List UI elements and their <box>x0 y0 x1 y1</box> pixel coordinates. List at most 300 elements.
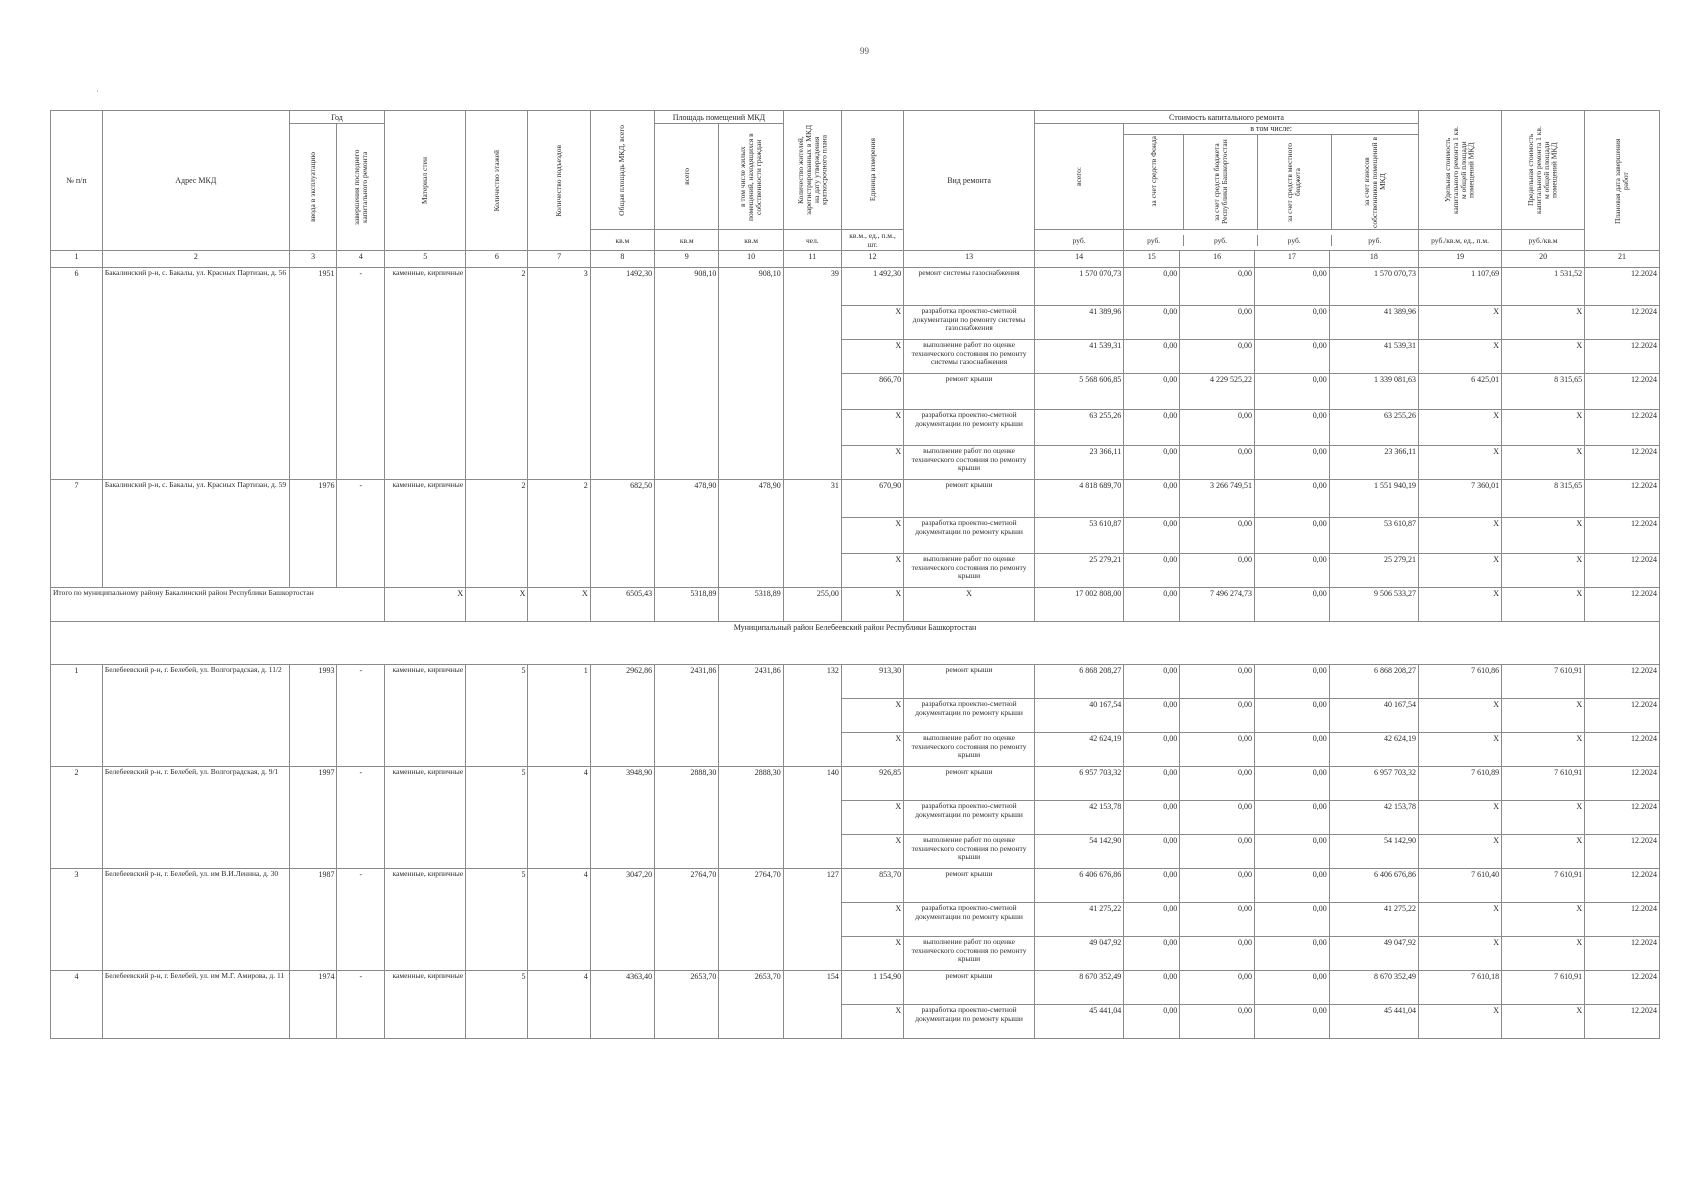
subtotal-floors: X <box>466 588 528 622</box>
table-header <box>51 111 1660 251</box>
row-area-living: 2431,86 <box>719 665 783 767</box>
row-deadline: 12.2024 <box>1585 903 1660 937</box>
table-row <box>51 665 1660 699</box>
row-cost-fund: 0,00 <box>1124 340 1180 374</box>
row-cost-rb: 0,00 <box>1180 903 1255 937</box>
row-deadline: 12.2024 <box>1585 374 1660 410</box>
col-num: 5 <box>385 251 466 268</box>
row-deadline: 12.2024 <box>1585 410 1660 446</box>
row-no: 4 <box>51 971 103 1039</box>
row-unit-cost: X <box>1419 733 1502 767</box>
row-cost-rb: 0,00 <box>1180 665 1255 699</box>
row-no: 3 <box>51 869 103 971</box>
row-unit: 866,70 <box>841 374 903 410</box>
row-deadline: 12.2024 <box>1585 937 1660 971</box>
subtotal-total-area: 6505,43 <box>590 588 654 622</box>
col-num: 14 <box>1034 251 1123 268</box>
row-residents: 127 <box>783 869 841 971</box>
row-entrances: 3 <box>528 268 590 480</box>
row-cost-total: 42 153,78 <box>1034 801 1123 835</box>
row-cost-total: 63 255,26 <box>1034 410 1123 446</box>
row-cost-local: 0,00 <box>1255 903 1330 937</box>
capital-repair-table <box>50 110 1660 1039</box>
row-cost-local: 0,00 <box>1255 518 1330 554</box>
hdr-premises-area: Площадь помещений МКД <box>655 111 784 124</box>
row-no: 7 <box>51 480 103 588</box>
row-cost-owners: 41 389,96 <box>1329 306 1418 340</box>
row-cost-local: 0,00 <box>1255 971 1330 1005</box>
row-cost-local: 0,00 <box>1255 446 1330 480</box>
hdr-premises-living: в том числе жилых помещений, находящихся в собственности граждан <box>719 124 783 230</box>
row-unit-cost: X <box>1419 1005 1502 1039</box>
row-cost-total: 40 167,54 <box>1034 699 1123 733</box>
col-num: 4 <box>337 251 385 268</box>
row-cost-rb: 4 229 525,22 <box>1180 374 1255 410</box>
row-cost-rb: 0,00 <box>1180 733 1255 767</box>
row-cost-fund: 0,00 <box>1124 869 1180 903</box>
row-work: разработка проектно-сметной документации по ремонту крыши <box>904 903 1035 937</box>
row-cost-total: 41 389,96 <box>1034 306 1123 340</box>
col-num: 8 <box>590 251 654 268</box>
subtotal-work: X <box>904 588 1035 622</box>
row-unit-cost: 6 425,01 <box>1419 374 1502 410</box>
row-cost-rb: 0,00 <box>1180 971 1255 1005</box>
row-residents: 154 <box>783 971 841 1039</box>
row-unit: X <box>841 410 903 446</box>
row-deadline: 12.2024 <box>1585 480 1660 518</box>
row-cost-local: 0,00 <box>1255 835 1330 869</box>
row-floors: 5 <box>466 767 528 869</box>
row-cost-fund: 0,00 <box>1124 733 1180 767</box>
row-deadline: 12.2024 <box>1585 554 1660 588</box>
row-unit: X <box>841 518 903 554</box>
unit-10: кв.м <box>719 230 783 251</box>
row-work: выполнение работ по оценке технического состояния по ремонту системы газоснабжения <box>904 340 1035 374</box>
subtotal-cost-rb: 7 496 274,73 <box>1180 588 1255 622</box>
row-year-repair: - <box>337 869 385 971</box>
row-year: 1993 <box>289 665 337 767</box>
row-year-repair: - <box>337 971 385 1039</box>
unit-11: чел. <box>783 230 841 251</box>
row-cost-local: 0,00 <box>1255 1005 1330 1039</box>
row-deadline: 12.2024 <box>1585 835 1660 869</box>
subtotal-cost-fund: 0,00 <box>1124 588 1180 622</box>
row-limit-cost: X <box>1502 801 1585 835</box>
row-unit: 853,70 <box>841 869 903 903</box>
unit-12: кв.м., ед., п.м., шт. <box>841 230 903 251</box>
row-cost-fund: 0,00 <box>1124 937 1180 971</box>
row-deadline: 12.2024 <box>1585 801 1660 835</box>
row-area-living: 2653,70 <box>719 971 783 1039</box>
row-work: ремонт крыши <box>904 767 1035 801</box>
row-cost-rb: 0,00 <box>1180 699 1255 733</box>
row-unit-cost: X <box>1419 306 1502 340</box>
row-cost-fund: 0,00 <box>1124 665 1180 699</box>
row-year-repair: - <box>337 268 385 480</box>
row-cost-owners: 49 047,92 <box>1329 937 1418 971</box>
row-walls: каменные, кирпичные <box>385 767 466 869</box>
row-cost-local: 0,00 <box>1255 801 1330 835</box>
row-unit-cost: 7 360,01 <box>1419 480 1502 518</box>
row-area-all: 2653,70 <box>655 971 719 1039</box>
row-cost-owners: 40 167,54 <box>1329 699 1418 733</box>
row-unit-cost: X <box>1419 340 1502 374</box>
hdr-repair-type: Вид ремонта <box>904 111 1035 251</box>
row-limit-cost: X <box>1502 554 1585 588</box>
row-deadline: 12.2024 <box>1585 1005 1660 1039</box>
row-address: Белебеевский р-н, г. Белебей, ул. Волгоградская, д. 11/2 <box>102 665 289 767</box>
subtotal-area-all: 5318,89 <box>655 588 719 622</box>
subtotal-cost-local: 0,00 <box>1255 588 1330 622</box>
unit-9: кв.м <box>655 230 719 251</box>
row-work: ремонт крыши <box>904 665 1035 699</box>
row-cost-total: 53 610,87 <box>1034 518 1123 554</box>
row-cost-local: 0,00 <box>1255 340 1330 374</box>
page-number: 99 <box>860 46 869 56</box>
row-cost-rb: 0,00 <box>1180 410 1255 446</box>
row-limit-cost: 7 610,91 <box>1502 869 1585 903</box>
row-cost-total: 6 868 208,27 <box>1034 665 1123 699</box>
subtotal-entrances: X <box>528 588 590 622</box>
hdr-year-repair: завершения последнего капитального ремонта <box>337 124 385 251</box>
row-unit-cost: 1 107,69 <box>1419 268 1502 306</box>
subtotal-residents: 255,00 <box>783 588 841 622</box>
row-cost-fund: 0,00 <box>1124 374 1180 410</box>
col-num: 20 <box>1502 251 1585 268</box>
table-row <box>51 268 1660 306</box>
row-cost-fund: 0,00 <box>1124 446 1180 480</box>
row-deadline: 12.2024 <box>1585 699 1660 733</box>
unit-19: руб./кв.м, ед., п.м. <box>1419 230 1502 251</box>
row-cost-fund: 0,00 <box>1124 268 1180 306</box>
table-row <box>51 869 1660 903</box>
subtotal-unit: X <box>841 588 903 622</box>
row-cost-local: 0,00 <box>1255 554 1330 588</box>
row-deadline: 12.2024 <box>1585 340 1660 374</box>
row-deadline: 12.2024 <box>1585 869 1660 903</box>
row-address: Белебеевский р-н, г. Белебей, ул. им М.Г. Амирова, д. 11 <box>102 971 289 1039</box>
unit-16: руб. <box>1184 235 1258 246</box>
row-cost-fund: 0,00 <box>1124 801 1180 835</box>
row-deadline: 12.2024 <box>1585 733 1660 767</box>
subtotal-deadline: 12.2024 <box>1585 588 1660 622</box>
table-row <box>51 480 1660 518</box>
unit-15: руб. <box>1124 235 1183 246</box>
row-unit-cost: 7 610,89 <box>1419 767 1502 801</box>
hdr-total-area: Общая площадь МКД, всего <box>590 111 654 230</box>
row-deadline: 12.2024 <box>1585 518 1660 554</box>
row-year: 1974 <box>289 971 337 1039</box>
row-work: ремонт крыши <box>904 480 1035 518</box>
row-floors: 5 <box>466 869 528 971</box>
hdr-residents: Количество жителей, зарегистрированных в МКД на дату утверждения краткосрочного плана <box>783 111 841 230</box>
row-unit: X <box>841 699 903 733</box>
row-unit-cost: X <box>1419 518 1502 554</box>
row-deadline: 12.2024 <box>1585 268 1660 306</box>
row-address: Белебеевский р-н, г. Белебей, ул. Волгоградская, д. 9/1 <box>102 767 289 869</box>
col-num: 16 <box>1180 251 1255 268</box>
row-floors: 5 <box>466 665 528 767</box>
row-cost-total: 23 366,11 <box>1034 446 1123 480</box>
row-cost-fund: 0,00 <box>1124 699 1180 733</box>
row-total-area: 682,50 <box>590 480 654 588</box>
row-year-repair: - <box>337 665 385 767</box>
row-limit-cost: X <box>1502 835 1585 869</box>
col-num: 1 <box>51 251 103 268</box>
row-deadline: 12.2024 <box>1585 446 1660 480</box>
row-cost-local: 0,00 <box>1255 306 1330 340</box>
scan-mark: · <box>96 86 99 96</box>
row-area-all: 2431,86 <box>655 665 719 767</box>
row-unit: X <box>841 1005 903 1039</box>
unit-8: кв.м <box>590 230 654 251</box>
col-num: 7 <box>528 251 590 268</box>
col-num: 15 <box>1124 251 1180 268</box>
row-cost-owners: 45 441,04 <box>1329 1005 1418 1039</box>
row-cost-rb: 0,00 <box>1180 268 1255 306</box>
row-cost-owners: 41 275,22 <box>1329 903 1418 937</box>
row-entrances: 2 <box>528 480 590 588</box>
row-floors: 5 <box>466 971 528 1039</box>
row-deadline: 12.2024 <box>1585 665 1660 699</box>
row-residents: 39 <box>783 268 841 480</box>
row-limit-cost: 7 610,91 <box>1502 767 1585 801</box>
row-cost-owners: 25 279,21 <box>1329 554 1418 588</box>
row-walls: каменные, кирпичные <box>385 971 466 1039</box>
row-cost-fund: 0,00 <box>1124 1005 1180 1039</box>
row-cost-rb: 0,00 <box>1180 306 1255 340</box>
row-year: 1997 <box>289 767 337 869</box>
row-floors: 2 <box>466 480 528 588</box>
row-area-all: 2764,70 <box>655 869 719 971</box>
row-total-area: 3948,90 <box>590 767 654 869</box>
row-unit-cost: X <box>1419 835 1502 869</box>
row-entrances: 1 <box>528 665 590 767</box>
row-cost-rb: 3 266 749,51 <box>1180 480 1255 518</box>
row-area-living: 908,10 <box>719 268 783 480</box>
row-year: 1951 <box>289 268 337 480</box>
row-floors: 2 <box>466 268 528 480</box>
table-row <box>51 767 1660 801</box>
row-unit: X <box>841 446 903 480</box>
row-area-all: 478,90 <box>655 480 719 588</box>
row-cost-rb: 0,00 <box>1180 554 1255 588</box>
row-no: 2 <box>51 767 103 869</box>
row-cost-local: 0,00 <box>1255 733 1330 767</box>
hdr-year: Год <box>289 111 384 124</box>
row-unit-cost: X <box>1419 410 1502 446</box>
subtotal-limit-cost: X <box>1502 588 1585 622</box>
row-work: выполнение работ по оценке технического состояния по ремонту крыши <box>904 554 1035 588</box>
row-limit-cost: X <box>1502 937 1585 971</box>
row-cost-owners: 6 406 676,86 <box>1329 869 1418 903</box>
hdr-deadline: Плановая дата завершения работ <box>1585 111 1660 251</box>
row-cost-owners: 63 255,26 <box>1329 410 1418 446</box>
hdr-cost-total: всего: <box>1034 124 1123 230</box>
unit-20: руб./кв.м <box>1502 230 1585 251</box>
row-unit-cost: X <box>1419 801 1502 835</box>
row-entrances: 4 <box>528 869 590 971</box>
row-year-repair: - <box>337 480 385 588</box>
subtotal-row <box>51 588 1660 622</box>
hdr-limit-cost: Предельная стоимость капитального ремонта 1 кв. м общей площади помещений МКД <box>1502 111 1585 230</box>
row-unit-cost: X <box>1419 554 1502 588</box>
subtotal-area-living: 5318,89 <box>719 588 783 622</box>
row-cost-total: 49 047,92 <box>1034 937 1123 971</box>
row-no: 1 <box>51 665 103 767</box>
row-limit-cost: X <box>1502 733 1585 767</box>
col-num: 19 <box>1419 251 1502 268</box>
table-body <box>51 251 1660 1039</box>
row-residents: 140 <box>783 767 841 869</box>
row-cost-owners: 41 539,31 <box>1329 340 1418 374</box>
row-cost-owners: 53 610,87 <box>1329 518 1418 554</box>
row-unit: 913,30 <box>841 665 903 699</box>
region-row <box>51 622 1660 665</box>
col-num: 2 <box>102 251 289 268</box>
row-address: Бакалинский р-н, с. Бакалы, ул. Красных Партизан, д. 59 <box>102 480 289 588</box>
row-residents: 31 <box>783 480 841 588</box>
row-work: разработка проектно-сметной документации по ремонту крыши <box>904 699 1035 733</box>
row-cost-owners: 1 570 070,73 <box>1329 268 1418 306</box>
hdr-walls: Материал стен <box>385 111 466 251</box>
row-unit: X <box>841 733 903 767</box>
unit-14: руб. <box>1034 230 1123 251</box>
column-numbers-row <box>51 251 1660 268</box>
row-cost-fund: 0,00 <box>1124 971 1180 1005</box>
row-walls: каменные, кирпичные <box>385 869 466 971</box>
row-unit: X <box>841 903 903 937</box>
row-unit: 670,90 <box>841 480 903 518</box>
row-area-living: 2888,30 <box>719 767 783 869</box>
col-num: 18 <box>1329 251 1418 268</box>
row-work: разработка проектно-сметной документации по ремонту крыши <box>904 410 1035 446</box>
row-cost-local: 0,00 <box>1255 869 1330 903</box>
hdr-premises-all: всего <box>655 124 719 230</box>
row-unit: 926,85 <box>841 767 903 801</box>
row-cost-local: 0,00 <box>1255 268 1330 306</box>
row-cost-total: 8 670 352,49 <box>1034 971 1123 1005</box>
row-limit-cost: X <box>1502 340 1585 374</box>
row-cost-owners: 54 142,90 <box>1329 835 1418 869</box>
hdr-cost: Стоимость капитального ремонта <box>1034 111 1418 124</box>
row-area-living: 478,90 <box>719 480 783 588</box>
row-cost-total: 5 568 606,85 <box>1034 374 1123 410</box>
row-cost-total: 4 818 689,70 <box>1034 480 1123 518</box>
table-row <box>51 971 1660 1005</box>
row-cost-total: 45 441,04 <box>1034 1005 1123 1039</box>
subtotal-label: Итого по муниципальному району Бакалинский район Республики Башкортостан <box>51 588 385 622</box>
hdr-no: № п/п <box>51 111 103 251</box>
row-cost-total: 42 624,19 <box>1034 733 1123 767</box>
row-cost-rb: 0,00 <box>1180 835 1255 869</box>
hdr-cost-owners: за счет взносов собственников помещений в МКД <box>1361 136 1387 228</box>
row-cost-fund: 0,00 <box>1124 480 1180 518</box>
row-work: разработка проектно-сметной документации по ремонту крыши <box>904 801 1035 835</box>
row-unit-cost: X <box>1419 446 1502 480</box>
row-unit-cost: X <box>1419 937 1502 971</box>
row-cost-fund: 0,00 <box>1124 835 1180 869</box>
row-area-all: 908,10 <box>655 268 719 480</box>
row-walls: каменные, кирпичные <box>385 480 466 588</box>
row-cost-local: 0,00 <box>1255 374 1330 410</box>
row-year: 1976 <box>289 480 337 588</box>
row-cost-fund: 0,00 <box>1124 554 1180 588</box>
row-work: ремонт системы газоснабжения <box>904 268 1035 306</box>
subtotal-cost-total: 17 002 808,00 <box>1034 588 1123 622</box>
row-cost-fund: 0,00 <box>1124 903 1180 937</box>
row-unit: X <box>841 835 903 869</box>
row-limit-cost: 7 610,91 <box>1502 971 1585 1005</box>
col-num: 13 <box>904 251 1035 268</box>
row-cost-rb: 0,00 <box>1180 767 1255 801</box>
row-work: разработка проектно-сметной документации по ремонту крыши <box>904 1005 1035 1039</box>
row-year: 1987 <box>289 869 337 971</box>
row-entrances: 4 <box>528 767 590 869</box>
row-limit-cost: 1 531,52 <box>1502 268 1585 306</box>
row-work: выполнение работ по оценке технического состояния по ремонту крыши <box>904 835 1035 869</box>
subtotal-unit-cost: X <box>1419 588 1502 622</box>
row-limit-cost: X <box>1502 306 1585 340</box>
row-cost-local: 0,00 <box>1255 699 1330 733</box>
row-cost-owners: 8 670 352,49 <box>1329 971 1418 1005</box>
hdr-address: Адрес МКД <box>102 111 289 251</box>
subtotal-cost-owners: 9 506 533,27 <box>1329 588 1418 622</box>
row-cost-total: 54 142,90 <box>1034 835 1123 869</box>
row-work: выполнение работ по оценке технического состояния по ремонту крыши <box>904 446 1035 480</box>
row-cost-owners: 6 868 208,27 <box>1329 665 1418 699</box>
row-cost-rb: 0,00 <box>1180 801 1255 835</box>
row-cost-fund: 0,00 <box>1124 306 1180 340</box>
row-total-area: 2962,86 <box>590 665 654 767</box>
col-num: 11 <box>783 251 841 268</box>
row-address: Белебеевский р-н, г. Белебей, ул. им В.И.Ленина, д. 30 <box>102 869 289 971</box>
row-unit: 1 154,90 <box>841 971 903 1005</box>
unit-18: руб. <box>1368 235 1382 245</box>
col-num: 17 <box>1255 251 1330 268</box>
row-deadline: 12.2024 <box>1585 767 1660 801</box>
row-deadline: 12.2024 <box>1585 971 1660 1005</box>
subtotal-walls: X <box>385 588 466 622</box>
row-cost-rb: 0,00 <box>1180 869 1255 903</box>
row-cost-total: 25 279,21 <box>1034 554 1123 588</box>
row-cost-fund: 0,00 <box>1124 410 1180 446</box>
row-limit-cost: X <box>1502 446 1585 480</box>
row-cost-owners: 1 551 940,19 <box>1329 480 1418 518</box>
row-cost-local: 0,00 <box>1255 665 1330 699</box>
row-total-area: 4363,40 <box>590 971 654 1039</box>
row-work: разработка проектно-сметной документации по ремонту системы газоснабжения <box>904 306 1035 340</box>
row-limit-cost: X <box>1502 903 1585 937</box>
row-limit-cost: 7 610,91 <box>1502 665 1585 699</box>
row-limit-cost: 8 315,65 <box>1502 374 1585 410</box>
row-cost-fund: 0,00 <box>1124 767 1180 801</box>
row-limit-cost: 8 315,65 <box>1502 480 1585 518</box>
row-cost-rb: 0,00 <box>1180 1005 1255 1039</box>
row-total-area: 3047,20 <box>590 869 654 971</box>
hdr-floors: Количество этажей <box>466 111 528 251</box>
row-cost-owners: 1 339 081,63 <box>1329 374 1418 410</box>
row-cost-rb: 0,00 <box>1180 518 1255 554</box>
row-address: Бакалинский р-н, с. Бакалы, ул. Красных Партизан, д. 56 <box>102 268 289 480</box>
row-unit-cost: X <box>1419 699 1502 733</box>
hdr-year-built: ввода в эксплуатацию <box>289 124 337 251</box>
row-cost-owners: 6 957 703,32 <box>1329 767 1418 801</box>
hdr-unit-cost: Удельная стоимость капитального ремонта 1 кв. м общей площади помещений МКД <box>1419 111 1502 230</box>
row-cost-local: 0,00 <box>1255 937 1330 971</box>
row-cost-owners: 23 366,11 <box>1329 446 1418 480</box>
hdr-incl: в том числе: <box>1124 124 1418 135</box>
